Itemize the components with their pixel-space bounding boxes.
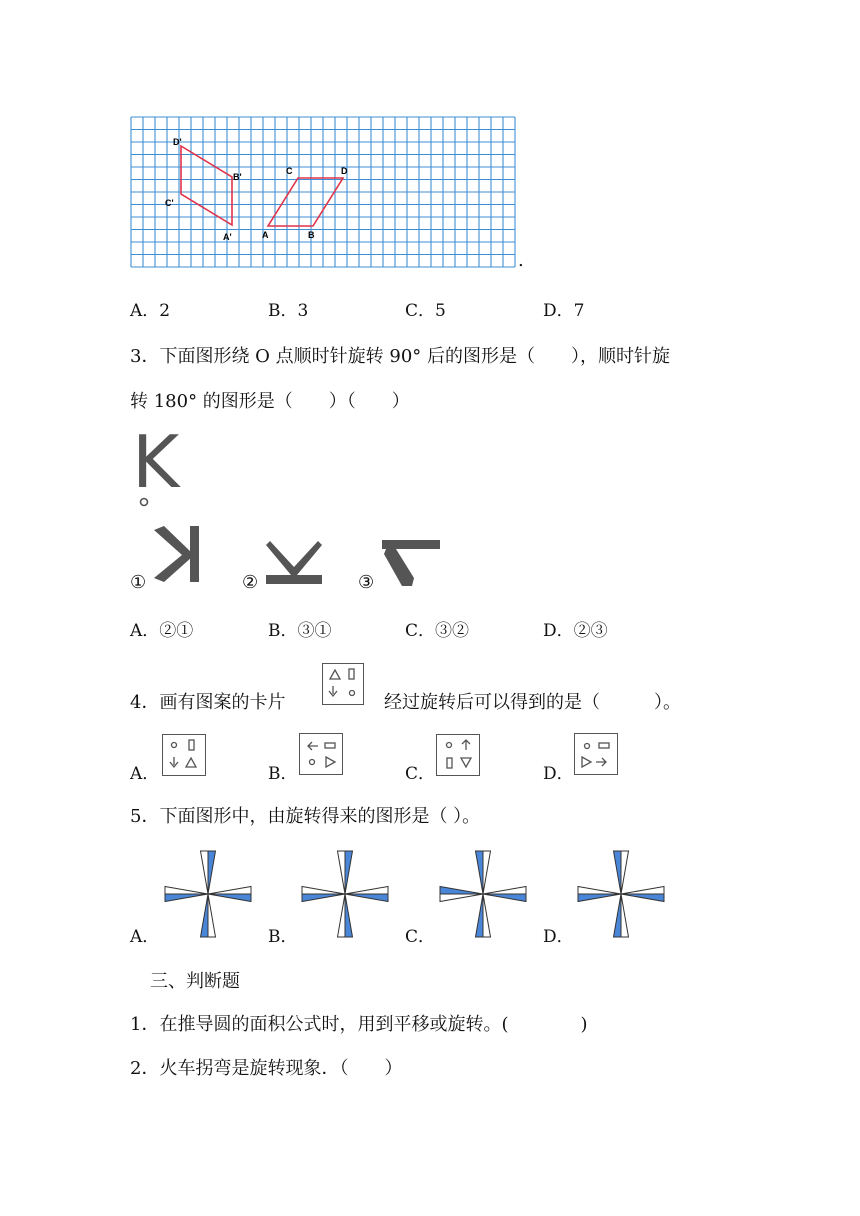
q3-option-c: C．③② [405,621,470,641]
label-c-prime: C' [165,198,174,208]
q3-line1: 3．下面图形绕 O 点顺时针旋转 90° 后的图形是（ ），顺时针旋 [130,346,670,367]
label-a: A [262,230,269,240]
q4-option-a-card [162,734,206,776]
q2-option-b: B．3 [268,301,309,321]
label-b-prime: B' [233,172,242,182]
choice-3-k-rotated-90 [382,540,440,586]
q4-option-b-letter: B． [268,764,298,784]
parallelogram-original [268,178,343,226]
q3-option-b: B．③① [268,621,332,641]
choice-mark-2: ② [242,572,259,593]
choice-mark-3: ③ [358,572,375,593]
q5-option-b-letter: B． [268,927,298,947]
label-d: D [341,166,348,176]
q4-reference-card [322,663,364,705]
q4-prefix: 4．画有图案的卡片 [130,692,286,713]
q5-pinwheel-b [300,849,390,939]
q2-option-a: A．2 [130,301,171,321]
choice-1-k-rotated-180 [152,526,202,582]
q3-line2: 转 180° 的图形是（ ）（ ） [130,391,410,412]
judge-item-1: 1．在推导圆的面积公式时，用到平移或旋转。( ) [130,1014,588,1035]
choice-2-k-rotated [266,541,322,585]
label-b: B [308,230,315,240]
section3-title: 三、判断题 [150,971,240,992]
choice-mark-1: ① [130,572,147,593]
letter-k: K [132,420,180,504]
original-k-figure [132,420,192,510]
q5-option-d-letter: D． [543,927,574,947]
parallelogram-image [181,146,232,225]
q4-option-c-card [436,734,480,776]
q2-option-d: D．7 [543,301,585,321]
q3-option-a: A．②① [130,621,194,641]
label-a-prime: A' [223,232,232,242]
pivot-o-point [138,496,150,508]
grid-trailing-dot: . [518,250,524,271]
q4-option-b-card [299,733,343,775]
q4-option-d-card [574,733,618,775]
q3-option-d: D．②③ [543,621,608,641]
q4-option-a-letter: A． [130,764,160,784]
label-c: C [286,166,293,176]
q4-option-d-letter: D． [543,764,574,784]
q5-pinwheel-a [163,849,253,939]
q4-suffix: 经过旋转后可以得到的是（ ）。 [384,692,681,713]
judge-item-2: 2．火车拐弯是旋转现象．（ ） [130,1058,403,1079]
grid-figure [130,116,516,268]
q2-option-c: C．5 [405,301,446,321]
q4-option-c-letter: C． [405,764,436,784]
q5-pinwheel-c [438,849,528,939]
q5-option-a-letter: A． [130,927,160,947]
q5-text: 5．下面图形中，由旋转得来的图形是（ ）。 [130,806,481,827]
q5-pinwheel-d [576,849,666,939]
q5-option-c-letter: C． [405,927,436,947]
label-d-prime: D' [173,137,182,147]
